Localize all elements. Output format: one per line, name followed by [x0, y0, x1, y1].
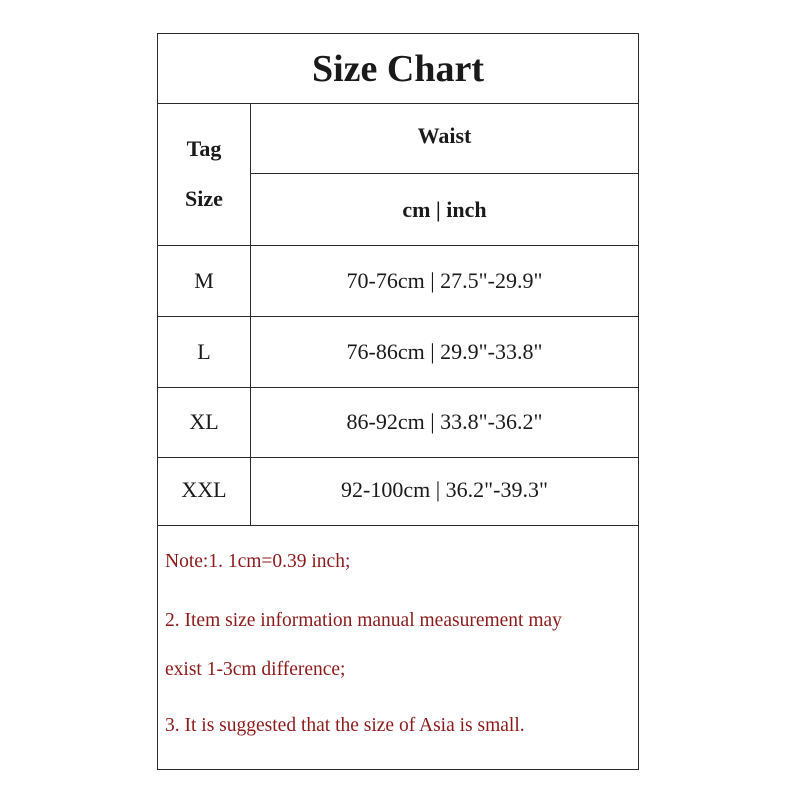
waist-cell: 70-76cm | 27.5"-29.9" — [346, 268, 543, 293]
size-cell: L — [158, 317, 251, 387]
table-row — [158, 246, 638, 317]
size-cell: M — [158, 246, 251, 316]
waist-cell: 86-92cm | 33.8"-36.2" — [346, 409, 543, 434]
note-line-3: exist 1-3cm difference; — [165, 659, 346, 680]
waist-cell: 92-100cm | 36.2"-39.3" — [341, 477, 548, 502]
note-line-2: 2. Item size information manual measurement may — [165, 610, 562, 631]
table-row — [158, 387, 638, 458]
waist-cell: 76-86cm | 29.9"-33.8" — [346, 339, 543, 364]
table-row — [158, 455, 638, 526]
size-cell: XL — [158, 387, 251, 457]
note-line-1: Note:1. 1cm=0.39 inch; — [165, 551, 351, 572]
waist-header: Waist — [251, 104, 638, 174]
tag-size-header — [158, 104, 251, 246]
chart-title: Size Chart — [158, 34, 638, 104]
units-header: cm | inch — [251, 175, 638, 246]
size-chart-table — [157, 33, 639, 770]
note-line-4: 3. It is suggested that the size of Asia is small. — [165, 715, 525, 736]
tag-size-header-line1: Tag — [186, 136, 222, 161]
size-cell: XXL — [158, 455, 251, 525]
table-row — [158, 317, 638, 388]
tag-size-header-line2: Size — [185, 186, 223, 211]
